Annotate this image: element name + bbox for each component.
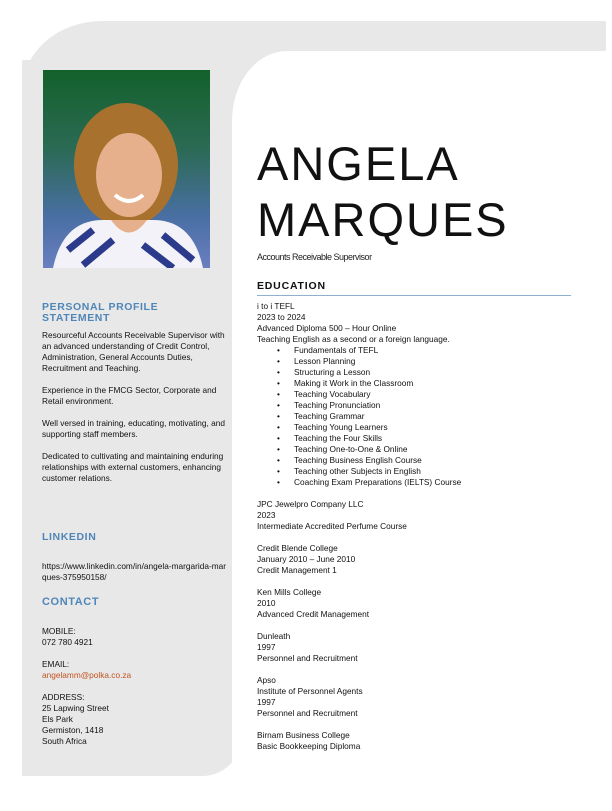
edu-line: Personnel and Recruitment [257,653,358,663]
linkedin-heading: LINKEDIN [42,531,97,543]
contact-heading: CONTACT [42,596,100,608]
tefl-module-item: • Teaching Pronunciation [277,400,577,411]
education-entry [257,730,577,752]
address-line: Els Park [42,714,73,724]
tefl-module-item: • Teaching the Four Skills [277,433,577,444]
tefl-module-item: • Fundamentals of TEFL [277,345,577,356]
address-line: 25 Lapwing Street [42,703,109,713]
education-entry [257,675,577,719]
tefl-module-item: • Teaching Vocabulary [277,389,577,400]
tefl-module-item: • Teaching other Subjects in English [277,466,577,477]
edu-line: 1997 [257,642,276,652]
education-entry [257,499,577,532]
full-name [257,136,509,248]
tefl-module-item: • Teaching One-to-One & Online [277,444,577,455]
edu-line: JPC Jewelpro Company LLC [257,499,364,509]
edu-line: 1997 [257,697,276,707]
tefl-module-item: • Teaching Business English Course [277,455,577,466]
mobile-label: MOBILE: [42,626,76,636]
tefl-module-item: • Lesson Planning [277,356,577,367]
edu-line: Birnam Business College [257,730,350,740]
job-title: Accounts Receivable Supervisor [257,252,372,262]
profile-paragraph: Resourceful Accounts Receivable Supervisor with an advanced understanding of Credit Control, Administration, General Accounts Duties, Recruitment and Teaching. [42,330,225,373]
linkedin-url[interactable]: https://www.linkedin.com/in/angela-margarida-marques-375950158/ [42,561,226,582]
edu-line: Intermediate Accredited Perfume Course [257,521,407,531]
tefl-module-item: • Making it Work in the Classroom [277,378,577,389]
edu-line: Ken Mills College [257,587,322,597]
address-line: South Africa [42,736,87,746]
edu-line: i to i TEFL [257,301,295,311]
profile-heading: PERSONAL PROFILE STATEMENT [42,301,159,324]
edu-line: Personnel and Recruitment [257,708,358,718]
edu-line: Basic Bookkeeping Diploma [257,741,361,751]
edu-line: Credit Management 1 [257,565,337,575]
edu-line: Dunleath [257,631,291,641]
edu-line: Apso [257,675,276,685]
education-entry [257,587,577,620]
profile-paragraph: Experience in the FMCG Sector, Corporate and Retail environment. [42,385,217,406]
tefl-module-item: • Teaching Grammar [277,411,577,422]
mobile-value: 072 780 4921 [42,637,93,647]
email-label: EMAIL: [42,659,70,669]
address-line: Germiston, 1418 [42,725,104,735]
last-name: MARQUES [257,193,509,246]
profile-photo [43,70,210,268]
first-name: ANGELA [257,137,460,190]
edu-line: 2010 [257,598,276,608]
profile-paragraph: Dedicated to cultivating and maintaining enduring relationships with external customers, enhancing customer relations. [42,451,224,483]
education-list [257,301,577,752]
tefl-module-item: • Coaching Exam Preparations (IELTS) Course [277,477,577,488]
education-heading: EDUCATION [257,280,571,296]
profile-paragraph: Well versed in training, educating, motivating, and supporting staff members. [42,418,225,439]
education-entry [257,543,577,576]
edu-line: January 2010 – June 2010 [257,554,356,564]
education-entry [257,631,577,664]
tefl-modules [277,345,577,488]
edu-line: Advanced Credit Management [257,609,370,619]
edu-line: Institute of Personnel Agents [257,686,363,696]
edu-line: 2023 [257,510,276,520]
tefl-module-item: • Structuring a Lesson [277,367,577,378]
edu-line: Advanced Diploma 500 – Hour Online [257,323,397,333]
contact-section [42,597,227,758]
address-label: ADDRESS: [42,692,85,702]
edu-line: 2023 to 2024 [257,312,306,322]
edu-line: Credit Blende College [257,543,338,553]
edu-line: Teaching English as a second or a foreign language. [257,334,450,344]
tefl-module-item: • Teaching Young Learners [277,422,577,433]
profile-section [42,302,227,495]
email-link[interactable]: angelamm@polka.co.za [42,670,132,680]
linkedin-section [42,532,227,594]
